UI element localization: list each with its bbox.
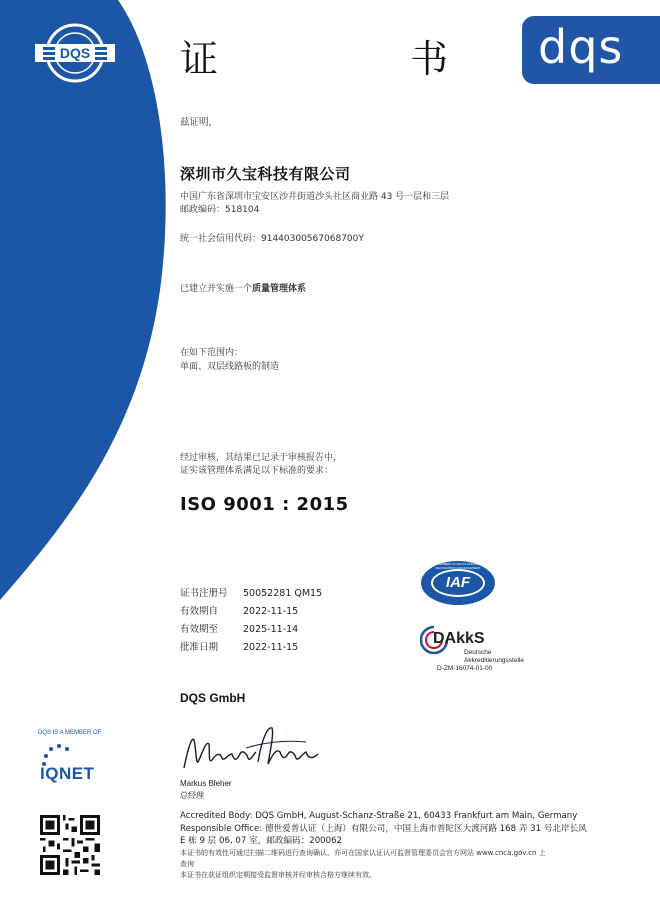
scope-label: 在如下范围内： (180, 348, 244, 358)
validity-note-1: 本证书的有效性可通过扫描二维码进行查询确认，亦可在国家认证认可监督管理委员会官方网站 www.cnca.gov.cn 上 (180, 848, 546, 857)
iqnet-member-text: DQS IS A MEMBER OF (38, 730, 102, 736)
credit-code: 统一社会信用代码：91440300567068700Y (180, 234, 364, 244)
responsible-office: Responsible Office: 德世爱普认证（上海）有限公司，中国上海市普陀区大渡河路 168 弄 31 号北岸长风 (180, 823, 587, 834)
signature (176, 718, 326, 776)
audit-statement-line2: 证实该管理体系满足以下标准的要求： (180, 466, 334, 476)
registration-row-number (180, 585, 322, 599)
registration-row-approval-date (180, 639, 298, 653)
registration-value: 2025-11-14 (243, 624, 299, 635)
audit-statement-line1: 经过审核，其结果已记录于审核报告中， (180, 453, 343, 463)
registration-value: 2022-11-15 (243, 606, 299, 617)
validity-note-1-cont: 查询 (180, 859, 194, 868)
system-name: 质量管理体系 (252, 284, 307, 294)
dqs-logo-box (522, 16, 660, 84)
registration-label: 有效期自 (180, 606, 219, 617)
system-prefix: 已建立并实施一个 (180, 284, 253, 294)
dakks-text: DAkkS (433, 630, 485, 647)
dakks-line2: Akkreditierungsstelle (464, 657, 524, 664)
postcode: 邮政编码：518104 (180, 205, 260, 215)
dqs-logo-text: dqs (538, 20, 624, 74)
validity-note-2: 本证书在获证组织定期接受监督审核并经审核合格方继续有效。 (180, 870, 376, 879)
iqnet-text: IQNET (40, 764, 95, 783)
dakks-code: D-ZM-16074-01-00 (437, 665, 493, 672)
dakks-logo (418, 621, 568, 677)
accredited-body: Accredited Body: DQS GmbH, August-Schanz-Straße 21, 60433 Frankfurt am Main, Germany (180, 811, 578, 821)
registration-label: 证书注册号 (180, 588, 228, 599)
signer-title: 总经理 (180, 791, 204, 800)
registration-label: 有效期至 (180, 624, 219, 635)
registration-row-valid-until (180, 621, 298, 635)
office-address: E 栋 9 层 06, 07 室，邮政编码：200062 (180, 836, 343, 846)
issuer-company: DQS GmbH (180, 691, 246, 705)
iqnet-logo (38, 742, 108, 794)
dqs-seal-logo (33, 22, 117, 84)
registration-value: 2022-11-15 (243, 642, 299, 653)
signer-name: Markus Bleher (180, 779, 232, 788)
certificate-title: 证 书 (180, 37, 505, 81)
company-name: 深圳市久宝科技有限公司 (180, 165, 351, 183)
scope-text: 单面、双层线路板的制造 (180, 362, 280, 372)
registration-row-valid-from (180, 603, 298, 617)
iaf-logo (420, 560, 496, 606)
registration-value: 50052281 QM15 (243, 588, 323, 599)
dqs-seal-text: DQS (59, 45, 91, 61)
iaf-ring-text: MEMBER OF MULTILATERAL RECOGNITION ARRANGEMENT (435, 562, 481, 570)
attest-text: 兹证明， (180, 117, 219, 128)
registration-label: 批准日期 (180, 642, 219, 653)
footer-text (180, 810, 610, 881)
dakks-line1: Deutsche (464, 649, 492, 656)
iaf-text: IAF (445, 574, 471, 591)
qr-code (40, 815, 100, 875)
management-system-statement (180, 283, 306, 296)
iso-standard: ISO 9001 : 2015 (180, 494, 349, 515)
company-address: 中国广东省深圳市宝安区沙井街道沙头社区商业路 43 号一层和三层 (180, 192, 450, 202)
